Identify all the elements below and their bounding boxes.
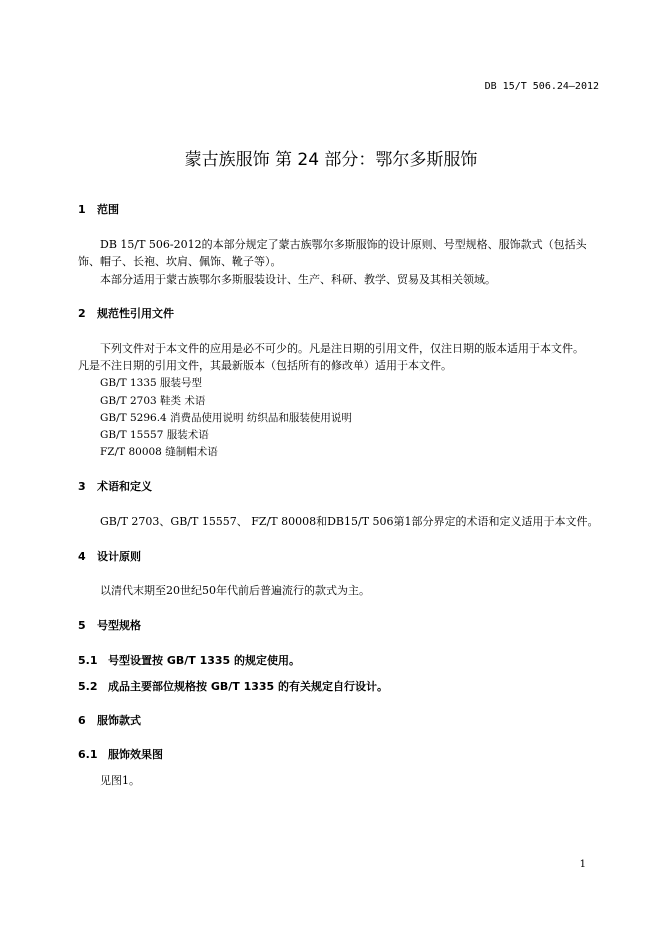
section-4-heading <box>78 548 141 564</box>
subsection-5-1 <box>78 652 300 668</box>
page-number: 1 <box>579 859 586 870</box>
paragraph: 本部分适用于蒙古族鄂尔多斯服装设计、生产、科研、教学、贸易及其相关领域。 <box>100 273 496 286</box>
standard-code: DB 15/T 506.24—2012 <box>484 81 599 92</box>
section-title: 设计原则 <box>97 550 141 563</box>
subsection-number: 6.1 <box>78 748 98 761</box>
paragraph: 见图1。 <box>100 774 140 787</box>
section-5-heading <box>78 617 141 633</box>
reference-item: GB/T 5296.4 消费品使用说明 纺织品和服装使用说明 <box>100 412 352 424</box>
section-title: 服饰款式 <box>97 714 141 727</box>
reference-item: GB/T 2703 鞋类 术语 <box>100 395 206 407</box>
subsection-number: 5.2 <box>78 680 98 693</box>
subsection-6-1 <box>78 746 163 762</box>
paragraph: GB/T 2703、GB/T 15557、 FZ/T 80008和DB15/T 506第1部分界定的术语和定义适用于本文件。 <box>100 515 599 528</box>
paragraph: 以清代末期至20世纪50年代前后普遍流行的款式为主。 <box>100 584 370 597</box>
subsection-text: 成品主要部位规格按 GB/T 1335 的有关规定自行设计。 <box>108 680 389 693</box>
section-3-heading <box>78 478 152 494</box>
paragraph-line: 饰、帽子、长袍、坎肩、佩饰、靴子等）。 <box>78 255 282 268</box>
reference-item: GB/T 15557 服装术语 <box>100 429 209 441</box>
section-number: 5 <box>78 619 86 632</box>
section-number: 4 <box>78 550 86 563</box>
section-2-heading <box>78 305 174 321</box>
section-title: 号型规格 <box>97 619 141 632</box>
section-title: 范围 <box>97 203 119 216</box>
section-1-heading <box>78 201 119 217</box>
section-number: 2 <box>78 307 86 320</box>
subsection-text: 号型设置按 GB/T 1335 的规定使用。 <box>108 654 301 667</box>
document-title: 蒙古族服饰 第 24 部分：鄂尔多斯服饰 <box>184 150 478 170</box>
paragraph-line: 凡是不注日期的引用文件，其最新版本（包括所有的修改单）适用于本文件。 <box>78 359 452 372</box>
subsection-number: 5.1 <box>78 654 98 667</box>
section-number: 1 <box>78 203 86 216</box>
reference-item: FZ/T 80008 缝制帽术语 <box>100 446 218 458</box>
subsection-5-2 <box>78 678 388 694</box>
section-title: 术语和定义 <box>97 480 152 493</box>
section-6-heading <box>78 712 141 728</box>
subsection-title: 服饰效果图 <box>108 748 163 761</box>
section-number: 6 <box>78 714 86 727</box>
section-title: 规范性引用文件 <box>97 307 174 320</box>
paragraph-line: DB 15/T 506-2012的本部分规定了蒙古族鄂尔多斯服饰的设计原则、号型规格、服饰款式（包括头 <box>100 238 587 251</box>
paragraph-line: 下列文件对于本文件的应用是必不可少的。凡是注日期的引用文件，仅注日期的版本适用于本文件。 <box>100 342 584 355</box>
section-number: 3 <box>78 480 86 493</box>
reference-item: GB/T 1335 服装号型 <box>100 377 203 389</box>
